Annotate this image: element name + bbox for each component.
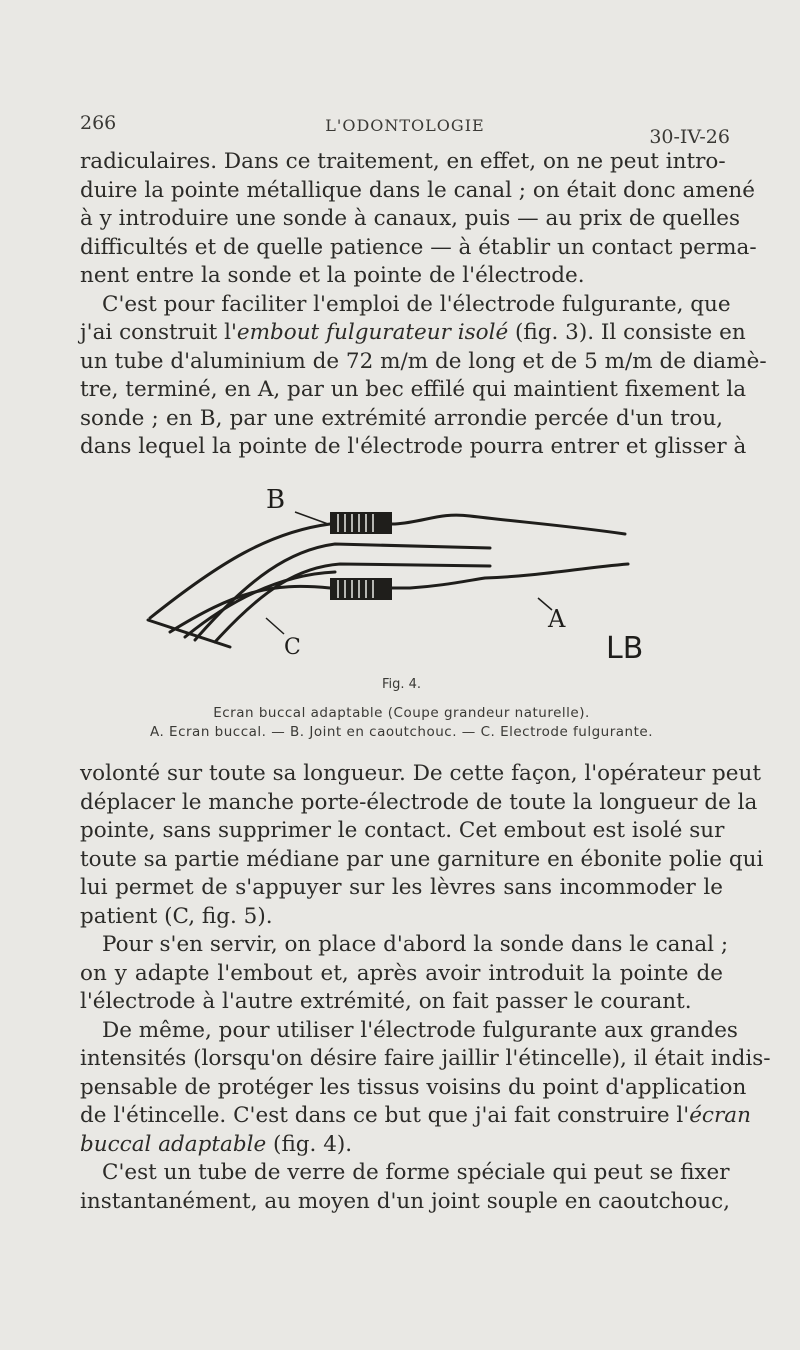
artist-monogram: LB — [606, 631, 644, 662]
text-line — [80, 319, 746, 348]
text-line: pointe, sans supprimer le contact. Cet embout est isolé sur — [80, 818, 725, 843]
text-line: toute sa partie médiane par une garniture en ébonite polie qui — [80, 846, 764, 872]
text-fragment: j'ai construit l' — [80, 320, 237, 345]
text-fragment: de l'étincelle. C'est dans ce but que j'ai fait construire l' — [80, 1103, 690, 1128]
text-line: dans lequel la pointe de l'électrode pourra entrer et glisser à — [80, 434, 747, 459]
text-fragment: (fig. 4). — [266, 1131, 353, 1157]
text-line: Pour s'en servir, on place d'abord la sonde dans le canal ; — [102, 932, 729, 957]
text-line: instantanément, au moyen d'un joint souple en caoutchouc, — [80, 1188, 731, 1214]
text-line: volonté sur toute sa longueur. De cette façon, l'opérateur peut — [80, 761, 761, 786]
italic-term: buccal adaptable — [80, 1131, 267, 1157]
text-line: tre, terminé, en A, par un bec effilé qui maintient fixement la — [80, 377, 747, 402]
text-line: déplacer le manche porte-électrode de toute la longueur de la — [80, 789, 758, 815]
text-line: C'est un tube de verre de forme spéciale qui peut se fixer — [102, 1160, 730, 1185]
text-line: C'est pour faciliter l'emploi de l'électrode fulgurante, que — [102, 291, 731, 317]
italic-term: écran — [689, 1103, 751, 1128]
text-fragment: (fig. 3). Il consiste en — [508, 320, 746, 345]
figure-legend: A. Ecran buccal. — B. Joint en caoutchouc. — C. Electrode fulgurante. — [149, 724, 654, 740]
text-line: duire la pointe métallique dans le canal ; on était donc amené — [80, 177, 755, 203]
text-line: un tube d'aluminium de 72 m/m de long et de 5 m/m de diamè- — [80, 348, 767, 374]
label-c: C — [284, 635, 301, 660]
running-header — [80, 112, 730, 148]
text-line: radiculaires. Dans ce traitement, en effet, on ne peut intro- — [80, 149, 726, 174]
text-line: pensable de protéger les tissus voisins du point d'application — [80, 1074, 747, 1100]
text-line: l'électrode à l'autre extrémité, on fait passer le courant. — [80, 989, 692, 1014]
text-line: on y adapte l'embout et, après avoir introduit la pointe de — [80, 960, 723, 986]
rubber-joint — [330, 512, 392, 600]
text-line: sonde ; en B, par une extrémité arrondie percée d'un trou, — [80, 405, 723, 431]
text-block-top — [80, 148, 767, 462]
text-line: lui permet de s'appuyer sur les lèvres sans incommoder le — [80, 875, 723, 900]
text-line: patient (C, fig. 5). — [80, 903, 273, 929]
journal-title: L'ODONTOLOGIE — [325, 116, 485, 135]
text-line: De même, pour utiliser l'électrode fulgurante aux grandes — [102, 1017, 738, 1043]
text-line — [80, 1131, 723, 1160]
label-b: B — [266, 485, 286, 515]
text-line: difficultés et de quelle patience — à établir un contact perma- — [80, 234, 757, 260]
leader-lines — [266, 512, 552, 634]
page-number: 266 — [80, 112, 117, 134]
issue-date: 30-IV-26 — [649, 126, 730, 148]
text-block-bottom — [80, 760, 771, 1216]
text-line: nent entre la sonde et la pointe de l'électrode. — [80, 263, 585, 288]
figure-caption: Ecran buccal adaptable (Coupe grandeur naturelle). — [213, 705, 590, 721]
italic-term: embout fulgurateur isolé — [236, 320, 509, 345]
text-line: à y introduire une sonde à canaux, puis — au prix de quelles — [80, 206, 740, 231]
figure-number: Fig. 4. — [381, 677, 422, 692]
label-a: A — [548, 605, 566, 633]
text-line — [80, 1102, 751, 1131]
figure-illustration — [140, 482, 660, 662]
text-line: intensités (lorsqu'on désire faire jaillir l'étincelle), il était indis- — [80, 1046, 771, 1071]
